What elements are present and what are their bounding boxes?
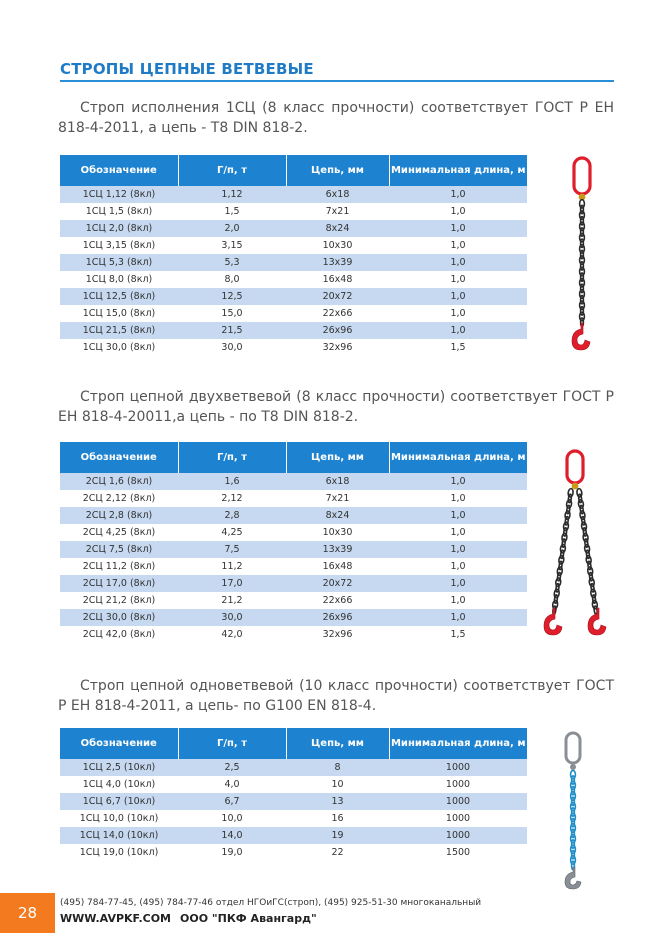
table-row — [60, 793, 527, 810]
table-cell: 1,0 — [389, 288, 527, 305]
table-row — [60, 271, 527, 288]
table-row — [60, 237, 527, 254]
table-cell: 1000 — [389, 759, 527, 776]
chain-link — [572, 776, 575, 784]
table-cell: 1000 — [389, 793, 527, 810]
table-cell: 7х21 — [325, 493, 350, 504]
table-cell: 8х24 — [286, 507, 389, 524]
table-cell: 1,0 — [450, 206, 466, 217]
table-cell: 1СЦ 30,0 (8кл) — [82, 342, 156, 353]
table-cell: 1СЦ 1,12 (8кл) — [60, 186, 178, 203]
chain-link — [581, 262, 584, 270]
table-cell: 13х39 — [286, 254, 389, 271]
table-cell: 11,2 — [221, 561, 243, 572]
table-cell: 4,0 — [224, 779, 240, 790]
chain-link — [581, 205, 584, 213]
table-cell: 1,0 — [389, 473, 527, 490]
column-header: Обозначение — [60, 155, 178, 186]
table-row — [60, 827, 527, 844]
table-cell: 20х72 — [286, 288, 389, 305]
table-row — [60, 322, 527, 339]
table-row — [60, 254, 527, 271]
table-row — [60, 186, 527, 203]
table-row — [60, 776, 527, 793]
table-cell: 2СЦ 17,0 (8кл) — [60, 575, 178, 592]
table-cell: 7,5 — [178, 541, 286, 558]
table-cell: 1,0 — [389, 254, 527, 271]
table-cell: 1,6 — [178, 473, 286, 490]
page-title: СТРОПЫ ЦЕПНЫЕ ВЕТВЕВЫЕ — [60, 60, 314, 78]
chain-link — [572, 808, 575, 816]
table-cell: 42,0 — [221, 629, 243, 640]
page-number-badge: 28 — [0, 893, 55, 933]
table-cell: 8,0 — [224, 274, 240, 285]
chain-link — [581, 273, 584, 281]
table-cell: 1СЦ 14,0 (10кл) — [60, 827, 178, 844]
table-cell: 32х96 — [322, 629, 353, 640]
table-cell: 2,8 — [178, 507, 286, 524]
table-cell: 5,3 — [178, 254, 286, 271]
table-cell: 1,0 — [389, 507, 527, 524]
table-cell: 2СЦ 2,8 (8кл) — [60, 507, 178, 524]
column-header: Минимальная длина, м — [389, 442, 527, 473]
table-cell: 13х39 — [286, 541, 389, 558]
master-link-icon — [574, 158, 590, 194]
table-cell: 21,2 — [221, 595, 243, 606]
chain-link — [581, 250, 584, 258]
chain-link — [581, 295, 584, 303]
section-2-description: Строп цепной двухветвевой (8 класс прочности) соответствует ГОСТ Р ЕН 818-4-20011,а цепь - по Т8 DIN 818-2. — [58, 389, 614, 425]
table-cell: 1,0 — [450, 493, 466, 504]
table-row — [60, 626, 527, 643]
chain-link — [581, 307, 584, 315]
section-3-description: Строп цепной одноветвевой (10 класс прочности) соответствует ГОСТ Р ЕН 818-4-2011, а цепь- по G100 EN 818-4. — [58, 678, 614, 714]
column-header: Минимальная длина, м — [389, 155, 527, 186]
chain-link — [572, 840, 575, 848]
table-cell: 1СЦ 6,7 (10кл) — [60, 793, 178, 810]
table-row — [60, 844, 527, 861]
spec-table-3 — [60, 728, 527, 861]
table-cell: 2СЦ 7,5 (8кл) — [60, 541, 178, 558]
spec-table-1 — [60, 155, 527, 356]
column-header: Г/п, т — [178, 155, 286, 186]
table-cell: 2,0 — [178, 220, 286, 237]
table-cell: 3,15 — [221, 240, 243, 251]
table-cell: 22х66 — [322, 308, 353, 319]
table-cell: 6х18 — [286, 186, 389, 203]
table-row — [60, 609, 527, 626]
table-cell: 1СЦ 19,0 (10кл) — [79, 847, 159, 858]
table-cell: 19,0 — [221, 847, 243, 858]
spec-table-2 — [60, 442, 527, 643]
table-cell: 1СЦ 2,5 (10кл) — [60, 759, 178, 776]
table-cell: 1,0 — [389, 541, 527, 558]
table-row — [60, 524, 527, 541]
table-cell: 14,0 — [178, 827, 286, 844]
title-divider — [60, 80, 614, 82]
table-row — [60, 810, 527, 827]
table-cell: 13 — [286, 793, 389, 810]
table-cell: 10,0 — [221, 813, 243, 824]
chain-link — [572, 818, 575, 826]
chain-link — [581, 239, 584, 247]
chain-link — [572, 829, 575, 837]
table-cell: 16х48 — [322, 561, 353, 572]
column-header: Цепь, мм — [286, 442, 389, 473]
chain-link — [581, 217, 584, 225]
table-cell: 1СЦ 21,5 (8кл) — [60, 322, 178, 339]
table-cell: 15,0 — [221, 308, 243, 319]
table-cell: 10х30 — [322, 527, 353, 538]
table-cell: 1СЦ 4,0 (10кл) — [82, 779, 156, 790]
table-cell: 16х48 — [322, 274, 353, 285]
table-cell: 1СЦ 2,0 (8кл) — [60, 220, 178, 237]
hook-icon — [544, 608, 562, 635]
table-row — [60, 203, 527, 220]
table-cell: 6,7 — [178, 793, 286, 810]
section-1-description: Строп исполнения 1СЦ (8 класс прочности) соответствует ГОСТ Р ЕН 818-4-2011, а цепь - Т8 DIN 818-2. — [58, 100, 614, 136]
table-cell: 1,0 — [450, 595, 466, 606]
table-cell: 1,0 — [389, 575, 527, 592]
table-cell: 1,0 — [389, 220, 527, 237]
table-cell: 16 — [331, 813, 344, 824]
table-cell: 1,12 — [178, 186, 286, 203]
hook-icon — [572, 323, 590, 350]
table-row — [60, 220, 527, 237]
table-cell: 8 — [286, 759, 389, 776]
table-cell: 26х96 — [286, 609, 389, 626]
column-header: Цепь, мм — [286, 155, 389, 186]
table-cell: 26х96 — [286, 322, 389, 339]
table-row — [60, 288, 527, 305]
table-cell: 21,5 — [178, 322, 286, 339]
table-cell: 10 — [331, 779, 344, 790]
footer-company-name: ООО "ПКФ Авангард" — [180, 912, 317, 925]
column-header: Г/п, т — [178, 442, 286, 473]
table-cell: 30,0 — [221, 342, 243, 353]
table-cell: 2,5 — [178, 759, 286, 776]
table-cell: 7х21 — [325, 206, 350, 217]
column-header: Обозначение — [60, 728, 178, 759]
table-cell: 2СЦ 11,2 (8кл) — [82, 561, 156, 572]
table-cell: 1000 — [445, 813, 471, 824]
table-cell: 4,25 — [221, 527, 243, 538]
chain-link — [581, 228, 584, 236]
connector-icon — [570, 764, 576, 770]
table-cell: 1000 — [445, 779, 471, 790]
table-cell: 1000 — [389, 827, 527, 844]
chain-link — [572, 786, 575, 794]
master-link-icon — [566, 733, 580, 763]
table-cell: 22х66 — [322, 595, 353, 606]
table-cell: 1,5 — [450, 629, 466, 640]
column-header: Цепь, мм — [286, 728, 389, 759]
table-row — [60, 305, 527, 322]
table-cell: 20х72 — [286, 575, 389, 592]
table-cell: 17,0 — [178, 575, 286, 592]
table-cell: 1СЦ 12,5 (8кл) — [60, 288, 178, 305]
table-row — [60, 490, 527, 507]
table-cell: 19 — [286, 827, 389, 844]
footer-website-link[interactable]: WWW.AVPKF.COM — [60, 912, 171, 925]
table-row — [60, 558, 527, 575]
chain-link — [572, 850, 575, 858]
table-cell: 2,12 — [221, 493, 243, 504]
table-cell: 1СЦ 8,0 (8кл) — [85, 274, 153, 285]
table-cell: 1500 — [445, 847, 471, 858]
two-leg-chain-sling-image — [540, 448, 610, 638]
column-header: Минимальная длина, м — [389, 728, 527, 759]
table-row — [60, 759, 527, 776]
table-row — [60, 339, 527, 356]
table-cell: 10х30 — [322, 240, 353, 251]
table-cell: 2СЦ 2,12 (8кл) — [82, 493, 156, 504]
table-cell: 1СЦ 5,3 (8кл) — [60, 254, 178, 271]
single-leg-chain-sling-image — [565, 155, 599, 355]
table-cell: 22 — [331, 847, 344, 858]
table-cell: 32х96 — [322, 342, 353, 353]
table-cell: 1СЦ 15,0 (8кл) — [82, 308, 156, 319]
hook-icon — [588, 608, 606, 635]
chain-link — [581, 284, 584, 292]
chain-link — [572, 797, 575, 805]
table-cell: 1,0 — [450, 308, 466, 319]
table-cell: 1СЦ 3,15 (8кл) — [82, 240, 156, 251]
hook-icon — [565, 867, 581, 889]
table-cell: 30,0 — [178, 609, 286, 626]
table-cell: 2СЦ 30,0 (8кл) — [60, 609, 178, 626]
table-cell: 1,0 — [450, 274, 466, 285]
footer-phones: (495) 784-77-45, (495) 784-77-46 отдел НГОиГС(строп), (495) 925-51-30 многоканальный — [60, 898, 482, 908]
table-row — [60, 507, 527, 524]
table-cell: 1СЦ 1,5 (8кл) — [85, 206, 153, 217]
table-cell: 2СЦ 1,6 (8кл) — [60, 473, 178, 490]
table-cell: 8х24 — [286, 220, 389, 237]
table-row — [60, 541, 527, 558]
table-row — [60, 473, 527, 490]
table-cell: 1,5 — [224, 206, 240, 217]
table-cell: 2СЦ 4,25 (8кл) — [82, 527, 156, 538]
table-row — [60, 575, 527, 592]
table-cell: 1,0 — [450, 240, 466, 251]
single-leg-g100-chain-sling-image — [558, 730, 588, 890]
table-cell: 1СЦ 10,0 (10кл) — [79, 813, 159, 824]
table-cell: 6х18 — [286, 473, 389, 490]
table-cell: 12,5 — [178, 288, 286, 305]
column-header: Обозначение — [60, 442, 178, 473]
table-cell: 2СЦ 42,0 (8кл) — [82, 629, 156, 640]
table-row — [60, 592, 527, 609]
table-cell: 1,5 — [450, 342, 466, 353]
table-cell: 1,0 — [389, 322, 527, 339]
table-cell: 2СЦ 21,2 (8кл) — [82, 595, 156, 606]
table-cell: 1,0 — [389, 609, 527, 626]
master-link-icon — [567, 451, 583, 483]
table-cell: 1,0 — [450, 527, 466, 538]
table-cell: 1,0 — [450, 561, 466, 572]
column-header: Г/п, т — [178, 728, 286, 759]
table-cell: 1,0 — [389, 186, 527, 203]
